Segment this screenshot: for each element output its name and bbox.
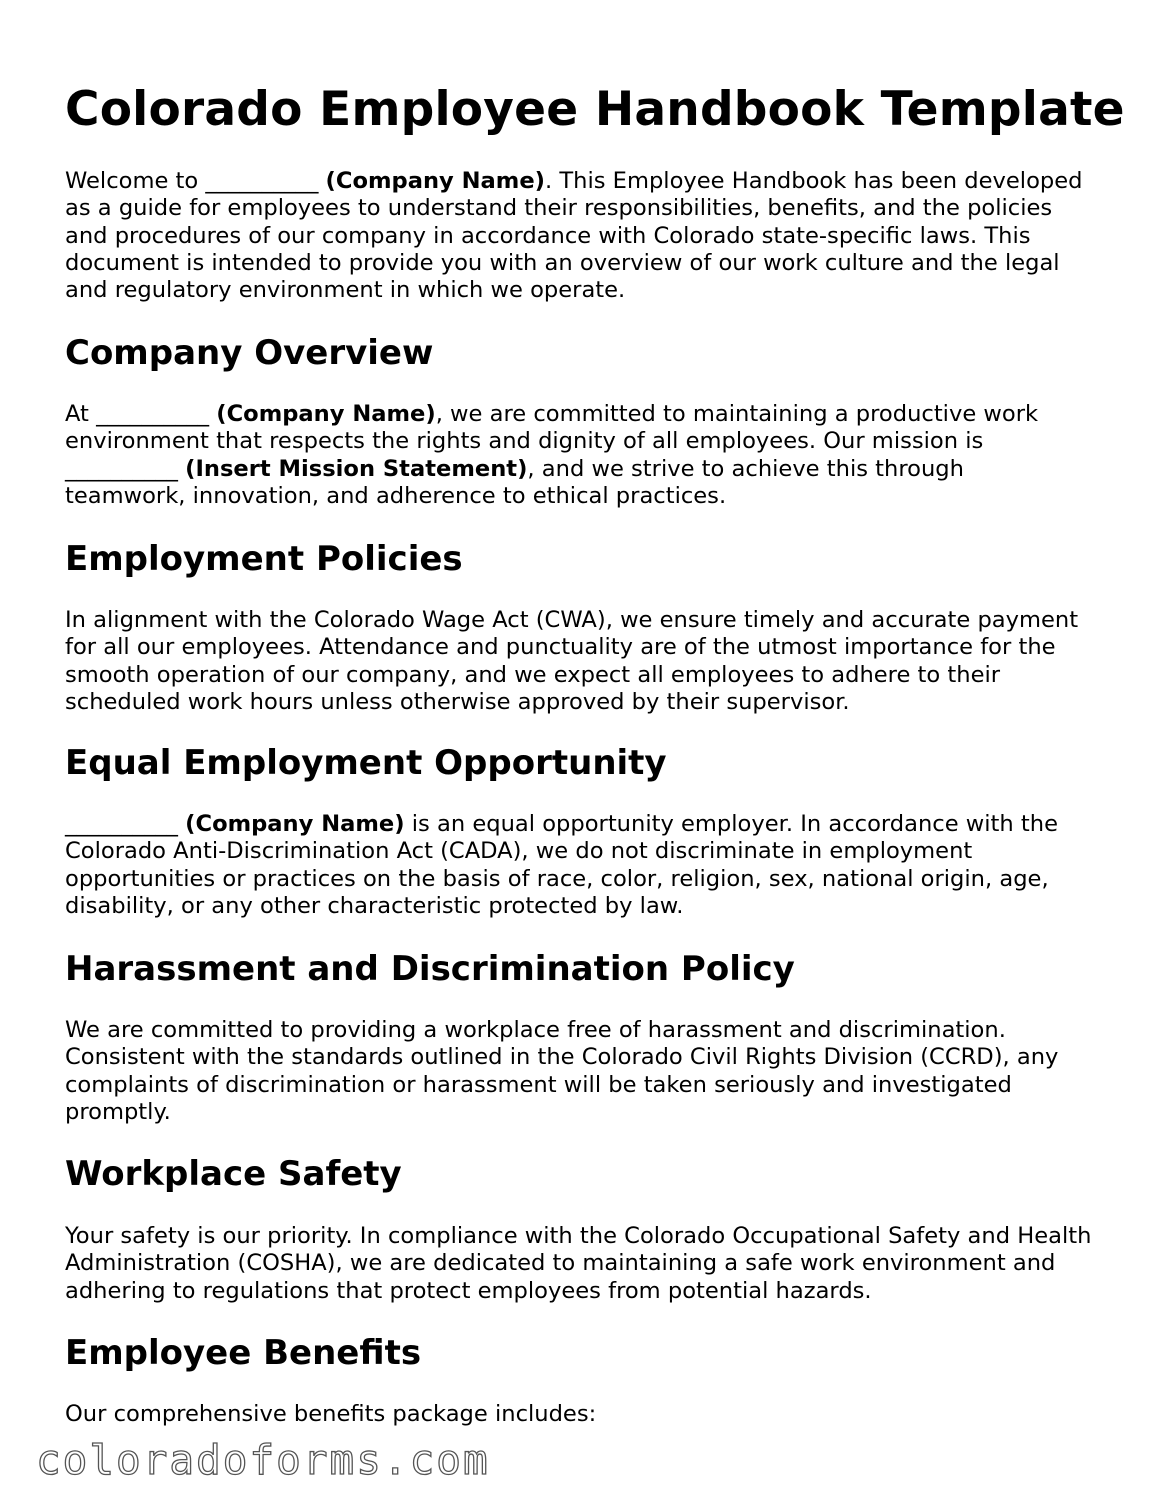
intro-line-5: and regulatory environment in which we operate. <box>65 277 626 304</box>
company-overview-line-1: At __________ (Company Name), we are committed to maintaining a productive work <box>65 401 1039 427</box>
workplace-safety-paragraph: Your safety is our priority. In compliance with the Colorado Occupational Safety and Health Administration (COSHA), we are dedicated to maintaining a safe work environment and adhering to regulations that protect employees from potential hazards. <box>65 1223 1092 1304</box>
harassment-paragraph: We are committed to providing a workplace free of harassment and discrimination. Consistent with the standards outlined in the Colorado Civil Rights Division (CCRD), any complaints of discrimination or harassment will be taken seriously and investigated promptly. <box>65 1017 1059 1125</box>
company-overview-line-3: __________ (Insert Mission Statement), and we strive to achieve this through <box>65 455 964 482</box>
watermark: coloradoforms.com <box>36 1436 490 1484</box>
intro-paragraph <box>65 168 1110 304</box>
intro-line-1: Welcome to __________ (Company Name). This Employee Handbook has been developed <box>65 168 1083 194</box>
company-overview-line-2: environment that respects the rights and dignity of all employees. Our mission is <box>65 428 984 455</box>
section-heading-employee-benefits: Employee Benefits <box>65 1333 422 1373</box>
section-heading-company-overview: Company Overview <box>65 333 434 373</box>
intro-line-2: as a guide for employees to understand their responsibilities, benefits, and the policies <box>65 195 1053 222</box>
section-heading-employment-policies: Employment Policies <box>65 539 463 579</box>
section-heading-equal-employment: Equal Employment Opportunity <box>65 743 667 783</box>
company-name-placeholder: (Company Name) <box>185 811 405 837</box>
company-name-placeholder: (Company Name) <box>216 401 436 427</box>
section-heading-workplace-safety: Workplace Safety <box>65 1154 402 1194</box>
company-overview-paragraph <box>65 401 1110 510</box>
equal-employment-paragraph: __________ (Company Name) is an equal opportunity employer. In accordance with the Colorado Anti-Discrimination Act (CADA), we do not discriminate in employment opportunities or practices on the basis of race, color, religion, sex, national origin, age, disability, or any other characteristic protected by law. <box>65 811 1058 919</box>
page-title: Colorado Employee Handbook Template <box>65 82 1125 137</box>
employment-policies-paragraph: In alignment with the Colorado Wage Act (CWA), we ensure timely and accurate payment for all our employees. Attendance and punctuality are of the utmost importance for the smooth operation of our company, and we expect all employees to adhere to their scheduled work hours unless otherwise approved by their supervisor. <box>65 607 1079 715</box>
intro-line-4: document is intended to provide you with an overview of our work culture and the legal <box>65 249 1060 276</box>
section-heading-harassment: Harassment and Discrimination Policy <box>65 949 795 989</box>
company-name-placeholder: (Company Name) <box>325 168 545 194</box>
mission-statement-placeholder: (Insert Mission Statement) <box>185 455 528 482</box>
intro-line-3: and procedures of our company in accordance with Colorado state-specific laws. This <box>65 222 1031 249</box>
employee-benefits-paragraph: Our comprehensive benefits package includes: <box>65 1401 597 1427</box>
company-overview-line-4: teamwork, innovation, and adherence to ethical practices. <box>65 482 727 509</box>
